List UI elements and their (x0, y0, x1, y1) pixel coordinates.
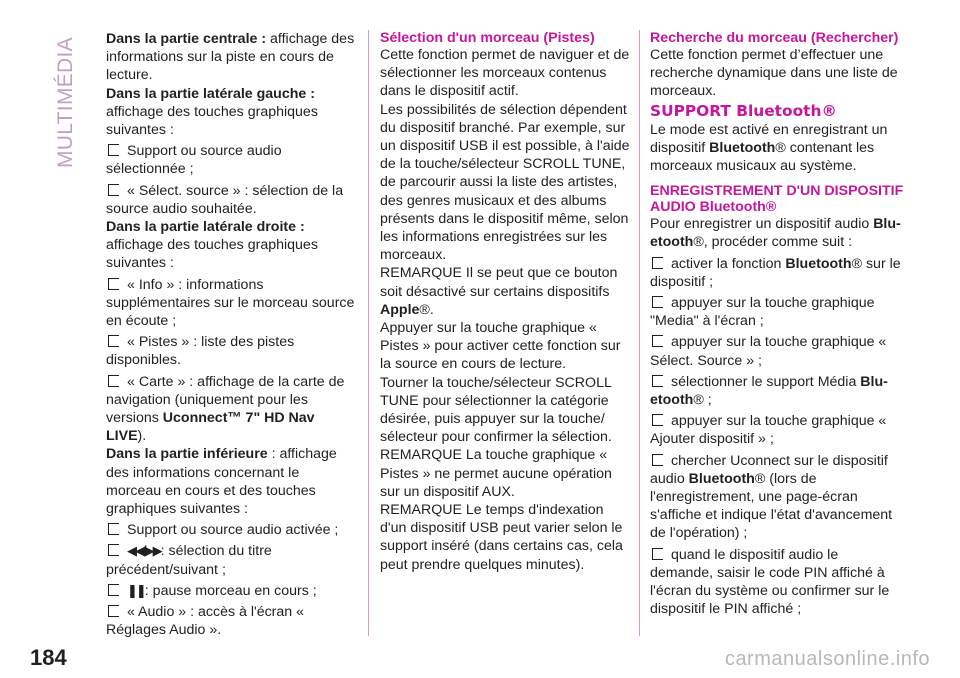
paragraph: Appuyer sur la touche graphique « Pistes » pour activer cette fonction sur la source en cours de lecture. (380, 320, 621, 373)
bullet-item (650, 255, 905, 291)
bold-label: Blu-etooth (650, 373, 888, 409)
paragraph: Les possibilités de sélection dépendent du dispositif branché. Par exemple, sur un dispositif USB il est possible, à l'aide de la touche/sélecteur SCROLL TUNE, de parcourir aussi la liste des artistes, des genres musicaux et des albums présents dans le dispositif même, selon les informations enregistrées sur les morceaux. (380, 101, 630, 264)
text: : sélection du titre précédent/suivant ; (106, 543, 272, 578)
note: REMARQUE Le temps d'indexation d'un dispositif USB peut varier selon le support inséré (dans certains cas, cela peut prendre quelques minutes). (380, 502, 623, 573)
text: quand le dispositif audio le demande, saisir le code PIN affiché à l'écran du système ou confirmer sur le dispositif le PIN affiché ; (650, 546, 890, 618)
bold-label: Apple (380, 301, 420, 318)
pause-icon: ❚❚ (127, 582, 145, 598)
section-label: MULTIMÉDIA (54, 37, 77, 168)
text: « Pistes » : liste des pistes disponibles. (106, 334, 295, 369)
section-heading-large: SUPPORT Bluetooth® (650, 101, 837, 120)
column-middle (380, 30, 630, 574)
bullet-icon (108, 584, 119, 596)
bullet-item (106, 182, 356, 218)
bullet-item (106, 582, 356, 600)
bullet-item (650, 546, 905, 619)
bullet-item (650, 412, 905, 448)
bold-label: Bluetooth (688, 470, 755, 487)
bullet-item (106, 542, 356, 578)
column-divider (368, 30, 369, 636)
bullet-item (106, 603, 356, 639)
bullet-icon (652, 335, 663, 347)
text: chercher Uconnect sur le dispositif audio (650, 452, 888, 487)
bullet-icon (652, 414, 663, 426)
text: : pause morceau en cours ; (144, 582, 317, 599)
bullet-item (106, 276, 356, 331)
bullet-item (106, 373, 356, 446)
text: affichage des touches graphiques suivantes : (106, 237, 318, 272)
text: ® sur le dispositif ; (650, 255, 901, 290)
paragraph (106, 30, 356, 85)
section-heading: Sélection d'un morceau (Pistes) (380, 30, 595, 46)
column-divider (639, 30, 640, 636)
paragraph: Tourner la touche/sélecteur SCROLL TUNE pour sélectionner la catégorie désirée, puis appuyer sur la touche/ sélecteur pour confirmer la sélection. (380, 374, 612, 446)
text: ® (lors de l'enregistrement, une page-écran s'affiche et indique l'état d'avancement de l'opération) ; (650, 470, 893, 542)
text: : affichage des informations concernant le morceau en cours et des touches graphiques suivantes : (106, 446, 337, 518)
bullet-icon (108, 605, 119, 617)
page-number: 184 (30, 645, 67, 670)
bullet-icon (108, 544, 119, 556)
text: ® ; (693, 392, 712, 409)
text: ). (137, 428, 147, 445)
bullet-item (106, 142, 356, 178)
text: appuyer sur la touche graphique "Media" à l'écran ; (650, 295, 875, 330)
bold-label: Blu-etooth (650, 216, 901, 251)
text: REMARQUE Il se peut que ce bouton soit désactivé sur certains dispositifs (380, 265, 618, 300)
text: ® contenant les morceaux musicaux au système. (650, 139, 875, 175)
bold-label: Dans la partie latérale droite : (106, 219, 305, 236)
bold-label: Bluetooth (785, 255, 852, 272)
paragraph (106, 85, 356, 140)
column-left (106, 30, 356, 640)
bullet-icon (652, 454, 663, 466)
bullet-icon (108, 335, 119, 347)
text: activer la fonction (671, 255, 786, 272)
paragraph: Cette fonction permet d’effectuer une recherche dynamique dans une liste de morceaux. (650, 47, 898, 100)
bold-label: Bluetooth (709, 139, 776, 156)
paragraph (106, 218, 356, 273)
bullet-item (650, 333, 905, 369)
bold-label: Uconnect™ 7" HD Nav LIVE (106, 410, 315, 445)
bullet-icon (108, 184, 119, 196)
watermark: carmanualsonline.info (724, 648, 930, 670)
bullet-item (650, 452, 905, 543)
bullet-item (650, 294, 905, 330)
skip-track-icon: ◀◀/▶▶ (127, 543, 161, 559)
section-heading: Recherche du morceau (Rechercher) (650, 30, 899, 46)
text: appuyer sur la touche graphique « Ajouter dispositif » ; (650, 413, 887, 448)
section-heading: ENREGISTREMENT D'UN DISPOSITIF AUDIO Bluetooth® (650, 183, 904, 216)
text: appuyer sur la touche graphique « Sélect. Source » ; (650, 334, 887, 369)
bullet-icon (652, 257, 663, 269)
text: ®. (419, 301, 434, 318)
bullet-icon (652, 548, 663, 560)
bullet-icon (108, 144, 119, 156)
paragraph (106, 445, 356, 518)
bold-label: Dans la partie latérale gauche : (106, 85, 315, 102)
text: affichage des touches graphiques suivantes : (106, 103, 318, 139)
text: « Sélect. source » : sélection de la source audio souhaitée. (106, 182, 344, 217)
text: « Audio » : accès à l'écran « Réglages Audio ». (106, 604, 305, 639)
text: « Carte » : affichage de la carte de navigation (uniquement pour les versions (106, 373, 345, 427)
bullet-icon (108, 523, 119, 535)
text: Le mode est activé en enregistrant un dispositif (650, 121, 888, 156)
bullet-icon (652, 375, 663, 387)
bullet-icon (652, 296, 663, 308)
bullet-item (106, 521, 356, 539)
text: ®, procéder comme suit : (693, 234, 853, 251)
paragraph: Cette fonction permet de naviguer et de sélectionner les morceaux contenus dans le dispositif actif. (380, 47, 630, 100)
text: « Info » : informations supplémentaires sur le morceau source en écoute ; (106, 276, 355, 330)
note (380, 264, 630, 319)
bullet-icon (108, 278, 119, 290)
text: Support ou source audio sélectionnée ; (106, 143, 282, 178)
bullet-item (106, 333, 356, 369)
note: REMARQUE La touche graphique « Pistes » ne permet aucune opération sur un dispositif AUX. (380, 447, 612, 500)
bold-label: Dans la partie inférieure (106, 446, 268, 463)
text: affichage des informations sur la piste en cours de lecture. (106, 31, 355, 84)
text: Support ou source audio activée ; (127, 522, 339, 539)
column-right (650, 30, 905, 618)
paragraph (650, 121, 905, 176)
paragraph (650, 215, 905, 251)
text: sélectionner le support Média (671, 373, 861, 390)
bold-label: Dans la partie centrale : (106, 31, 267, 47)
bullet-item (650, 373, 905, 409)
bullet-icon (108, 375, 119, 387)
text: Pour enregistrer un dispositif audio (650, 216, 874, 233)
